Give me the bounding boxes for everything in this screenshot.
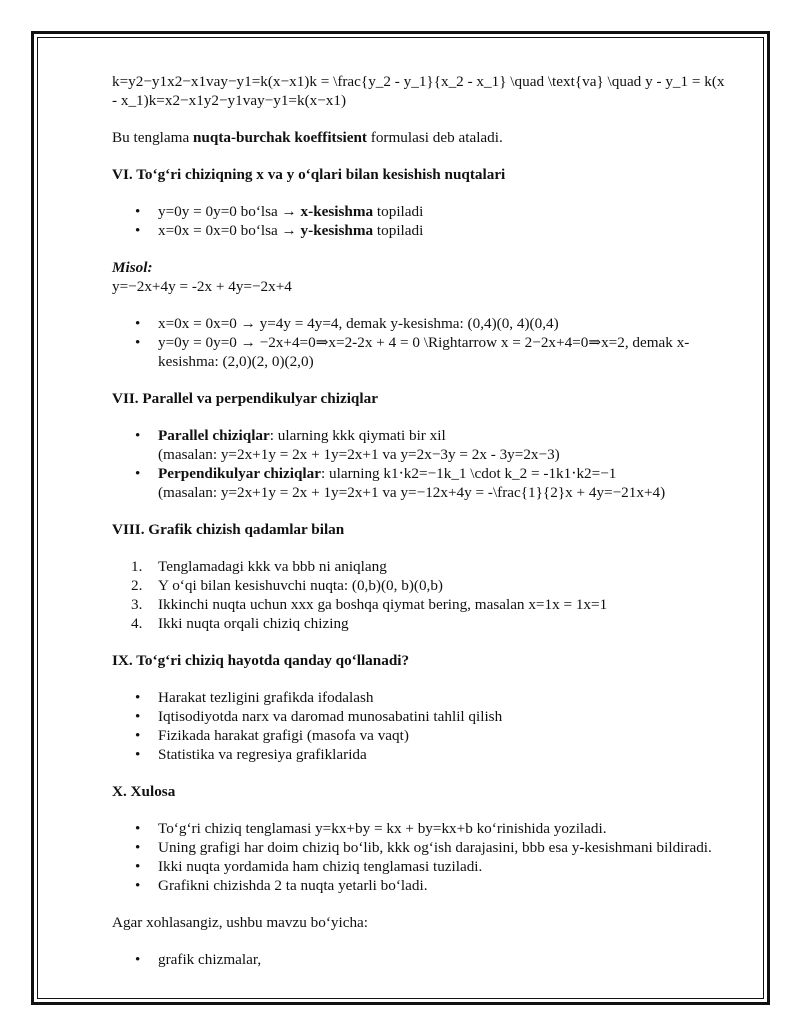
section-heading: VIII. Grafik chizish qadamlar bilan [112, 521, 345, 538]
bullet-list [112, 688, 744, 764]
bullet-list [112, 202, 744, 240]
list-item: 4. Ikki nuqta orqali chiziq chizing [131, 615, 349, 632]
bullet-icon: • [135, 315, 141, 332]
bullet-icon: • [135, 334, 141, 351]
bullet-icon: • [135, 727, 141, 744]
bullet-list [112, 314, 744, 371]
list-item: 3. Ikkinchi nuqta uchun xxx ga boshqa qiymat bering, masalan x=1x = 1x=1 [131, 596, 608, 613]
list-item: • Fizikada harakat grafigi (masofa va vaqt) [135, 727, 409, 744]
list-item: • To‘g‘ri chiziq tenglamasi y=kx+by = kx + by=kx+b ko‘rinishida yoziladi. [135, 820, 607, 837]
bullet-list [112, 819, 744, 895]
bullet-icon: • [135, 820, 141, 837]
list-item: • x=0x = 0x=0 → y=4y = 4y=4, demak y-kesishma: (0,4)(0, 4)(0,4) [135, 315, 559, 332]
list-item: • y=0y = 0y=0 → −2x+4=0⇒x=2-2x + 4 = 0 \Rightarrow x = 2−2x+4=0⇒x=2, demak x- kesishma: (2,0)(2, 0)(2,0) [135, 334, 690, 370]
bullet-icon: • [135, 839, 141, 856]
numbered-list [112, 557, 744, 633]
list-item: • x=0x = 0x=0 bo‘lsa → y-kesishma topiladi [135, 222, 424, 239]
section-heading: IX. To‘g‘ri chiziq hayotda qanday qo‘llanadi? [112, 652, 410, 669]
list-item: • Parallel chiziqlar: ularning kkk qiymati bir xil (masalan: y=2x+1y = 2x + 1y=2x+1 va y=2x−3y = 2x - 3y=2x−3) [135, 427, 560, 463]
list-item: • Uning grafigi har doim chiziq bo‘lib, kkk og‘ish darajasini, bbb esa y-kesishmani bildiradi. [135, 839, 712, 856]
bullet-icon: • [135, 877, 141, 894]
bullet-icon: • [135, 222, 141, 239]
formula-line: k=y2−y1x2−x1vay−y1=k(x−x1)k = \frac{y_2 - y_1}{x_2 - x_1} \quad \text{va} \quad y - y_1 = k(x [112, 73, 725, 90]
list-item: • Iqtisodiyotda narx va daromad munosabatini tahlil qilish [135, 708, 503, 725]
list-item: • grafik chizmalar, [135, 951, 262, 968]
bullet-icon: • [135, 689, 141, 706]
bullet-icon: • [135, 427, 141, 444]
section-heading: VII. Parallel va perpendikulyar chiziqlar [112, 390, 378, 407]
bullet-icon: • [135, 203, 141, 220]
bullet-icon: • [135, 708, 141, 725]
list-item: • Perpendikulyar chiziqlar: ularning k1⋅k2=−1k_1 \cdot k_2 = -1k1⋅k2=−1 (masalan: y=2x+1y = 2x + 1y=2x+1 va y=−12x+4y = -\frac{1}{2}x + 4y=−21x+4) [135, 465, 666, 501]
section-heading: X. Xulosa [112, 783, 176, 800]
bullet-list [112, 950, 744, 969]
list-item: • Grafikni chizishda 2 ta nuqta yetarli bo‘ladi. [135, 877, 428, 894]
section-heading: VI. To‘g‘ri chiziqning x va y o‘qlari bilan kesishish nuqtalari [112, 166, 506, 183]
formula-line: - x_1)k=x2−x1y2−y1vay−y1=k(x−x1) [112, 92, 347, 109]
example-equation: y=−2x+4y = -2x + 4y=−2x+4 [112, 278, 292, 295]
closing-paragraph: Agar xohlasangiz, ushbu mavzu bo‘yicha: [112, 914, 369, 931]
term-bold: nuqta-burchak koeffitsient [192, 129, 367, 146]
list-item: • Harakat tezligini grafikda ifodalash [135, 689, 374, 706]
bullet-list [112, 426, 744, 502]
example-label: Misol: [112, 259, 153, 276]
bullet-icon: • [135, 858, 141, 875]
list-item: • Ikki nuqta yordamida ham chiziq tenglamasi tuziladi. [135, 858, 483, 875]
list-item: • Statistika va regresiya grafiklarida [135, 746, 367, 763]
document-body [112, 72, 744, 969]
bullet-icon: • [135, 465, 141, 482]
bullet-icon: • [135, 746, 141, 763]
list-item: 1. Tenglamadagi kkk va bbb ni aniqlang [131, 558, 387, 575]
bullet-icon: • [135, 951, 141, 968]
list-item: 2. Y o‘qi bilan kesishuvchi nuqta: (0,b)(0, b)(0,b) [131, 577, 443, 594]
intro-paragraph: Bu tenglama nuqta-burchak koeffitsient formulasi deb ataladi. [112, 129, 503, 146]
list-item: • y=0y = 0y=0 bo‘lsa → x-kesishma topiladi [135, 203, 424, 220]
